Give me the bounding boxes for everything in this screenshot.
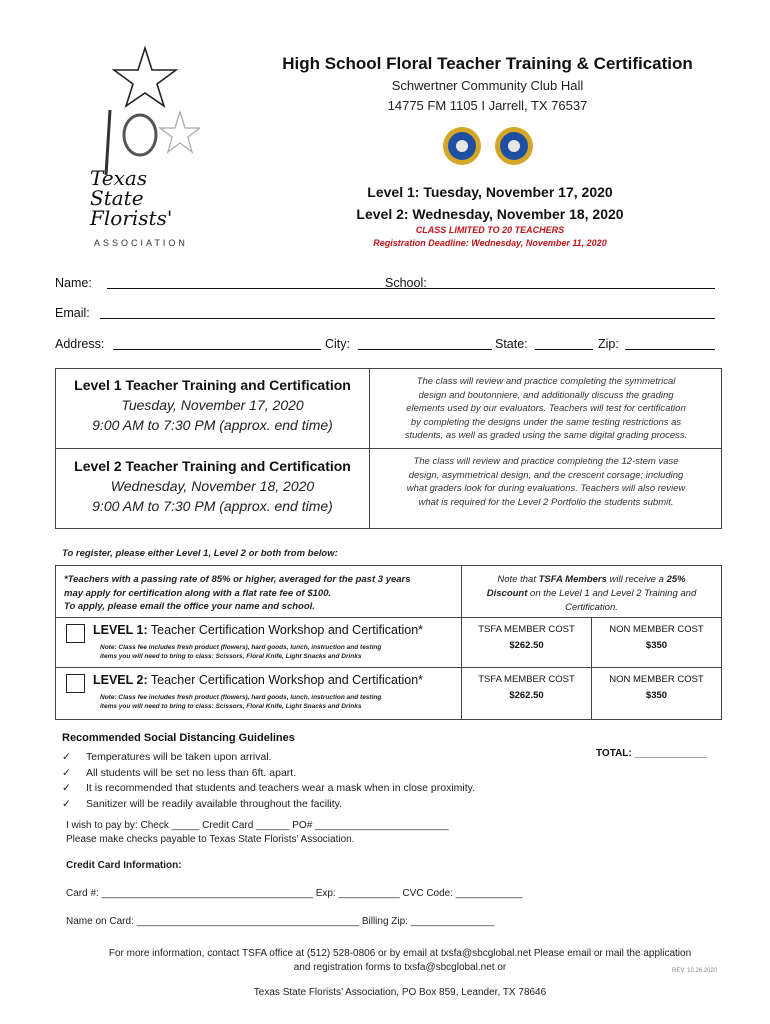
address-label: Address: (55, 337, 105, 351)
level2-date: Level 2: Wednesday, November 18, 2020 (356, 206, 624, 222)
zip-field[interactable] (625, 337, 715, 350)
total-field[interactable]: TOTAL: _____________ (596, 748, 707, 759)
level1-day: Tuesday, November 17, 2020 (121, 397, 304, 413)
level2-time: 9:00 AM to 7:30 PM (approx. end time) (92, 498, 333, 514)
level2-title: Level 2 Teacher Training and Certification (74, 458, 351, 474)
school-label: School: (385, 276, 427, 290)
class-limit: CLASS LIMITED TO 20 TEACHERS (415, 225, 565, 235)
payable-note: Please make checks payable to Texas State Florists’ Association. (66, 834, 355, 845)
revision-date: REV. 10.26.2020 (672, 968, 718, 974)
level1-date: Level 1: Tuesday, November 17, 2020 (367, 184, 613, 200)
levels-box (55, 368, 722, 529)
level1-nonmember-label: NON MEMBER COST (609, 624, 704, 635)
city-field[interactable] (358, 337, 492, 350)
registration-deadline: Registration Deadline: Wednesday, November 11, 2020 (373, 238, 607, 248)
checkmark-icon: ✓ (62, 751, 71, 763)
payment-method-line[interactable]: I wish to pay by: Check _____ Credit Card ______ PO# ________________________ (66, 820, 449, 831)
level1-member-price: $262.50 (509, 640, 544, 651)
level2-workshop-title: LEVEL 2: Teacher Certification Workshop and Certification* (93, 673, 424, 687)
certification-note: *Teachers with a passing rate of 85% or higher, averaged for the past 3 years may apply for certification along with a flat rate fee of $100. To apply, please email the office your name and school. (64, 574, 411, 612)
name-label: Name: (55, 276, 92, 290)
list-item: ✓ Sanitizer will be readily available throughout the facility. (62, 797, 475, 813)
email-label: Email: (55, 306, 90, 320)
member-discount-note: Note that TSFA Members will receive a 25% Discount on the Level 1 and Level 2 Training and Certification. (486, 574, 697, 613)
tsfa-logo (82, 40, 200, 252)
level1-workshop-title: LEVEL 1: Teacher Certification Workshop and Certification* (93, 623, 424, 637)
footer-address: Texas State Florists’ Association, PO Box 859, Leander, TX 78646 (253, 987, 547, 998)
level2-day: Wednesday, November 18, 2020 (110, 478, 315, 494)
email-field[interactable] (100, 306, 715, 319)
guidelines-list (62, 750, 475, 812)
list-item: ✓ It is recommended that students and teachers wear a mask when in close proximity. (62, 781, 475, 797)
venue-address: 14775 FM 1105 I Jarrell, TX 76537 (387, 98, 588, 113)
level2-checkbox[interactable] (66, 674, 85, 693)
seal-icon (442, 126, 482, 171)
level1-checkbox[interactable] (66, 624, 85, 643)
name-on-card-line[interactable]: Name on Card: ________________________________________ Billing Zip: _______________ (66, 916, 495, 927)
credit-card-title: Credit Card Information: (66, 860, 182, 871)
level1-workshop-note: Note: Class fee includes fresh product (flowers), hard goods, lunch, instruction and testing items you will need to bring to class: Scissors, Floral Knife, Light Snacks and Drinks (100, 644, 382, 660)
level2-nonmember-label: NON MEMBER COST (609, 674, 704, 685)
level1-time: 9:00 AM to 7:30 PM (approx. end time) (92, 417, 333, 433)
logo-association: ASSOCIATION (94, 238, 188, 248)
level2-workshop-note: Note: Class fee includes fresh product (flowers), hard goods, lunch, instruction and testing items you will need to bring to class: Scissors, Floral Knife, Light Snacks and Drinks (100, 694, 382, 710)
level1-nonmember-price: $350 (645, 640, 668, 651)
school-field[interactable] (433, 276, 715, 289)
card-number-line[interactable]: Card #: ______________________________________ Exp: ___________ CVC Code: ____________ (66, 888, 523, 899)
level2-description: The class will review and practice completing the 12-stem vase design, asymmetrical design, and the crescent corsage; including what graders look for during evaluations. Teachers will also review what is required for the Level 2 Portfolio the students submit. (406, 456, 686, 508)
footer-info-2: and registration forms to txsfa@sbcglobal.net or (293, 962, 507, 973)
level2-nonmember-price: $350 (645, 690, 668, 701)
address-field[interactable] (113, 337, 321, 350)
level1-description: The class will review and practice completing the symmetrical design and boutonniere, and additionally discuss the grading elements used by our evaluators. Teachers will test for certification by completing the designs under the same testing restrictions as students, as well as graded using the same digital grading process. (404, 376, 688, 441)
seal-icon (494, 126, 534, 171)
guidelines-title: Recommended Social Distancing Guidelines (62, 732, 295, 744)
level2-member-price: $262.50 (509, 690, 544, 701)
register-intro: To register, please either Level 1, Level 2 or both from below: (62, 548, 338, 559)
checkmark-icon: ✓ (62, 797, 71, 810)
zip-label: Zip: (598, 337, 619, 351)
state-label: State: (495, 337, 528, 351)
city-label: City: (325, 337, 350, 351)
level1-member-label: TSFA MEMBER COST (478, 624, 575, 635)
checkmark-icon: ✓ (62, 766, 71, 779)
checkmark-icon: ✓ (62, 782, 71, 794)
level2-member-label: TSFA MEMBER COST (478, 674, 575, 685)
registration-table (55, 565, 722, 720)
logo-text: Texas State Florists' (90, 166, 173, 230)
page-title: High School Floral Teacher Training & Certification (282, 54, 693, 73)
venue-name: Schwertner Community Club Hall (391, 78, 584, 93)
footer-info: For more information, contact TSFA office at (512) 528-0806 or by email at txsfa@sbcglobal.net Please email or mail the application (108, 948, 692, 959)
state-field[interactable] (535, 337, 593, 350)
list-item: ✓ Temperatures will be taken upon arrival. (62, 750, 475, 766)
level1-title: Level 1 Teacher Training and Certification (74, 377, 351, 393)
list-item: ✓ All students will be set no less than 6ft. apart. (62, 766, 475, 782)
